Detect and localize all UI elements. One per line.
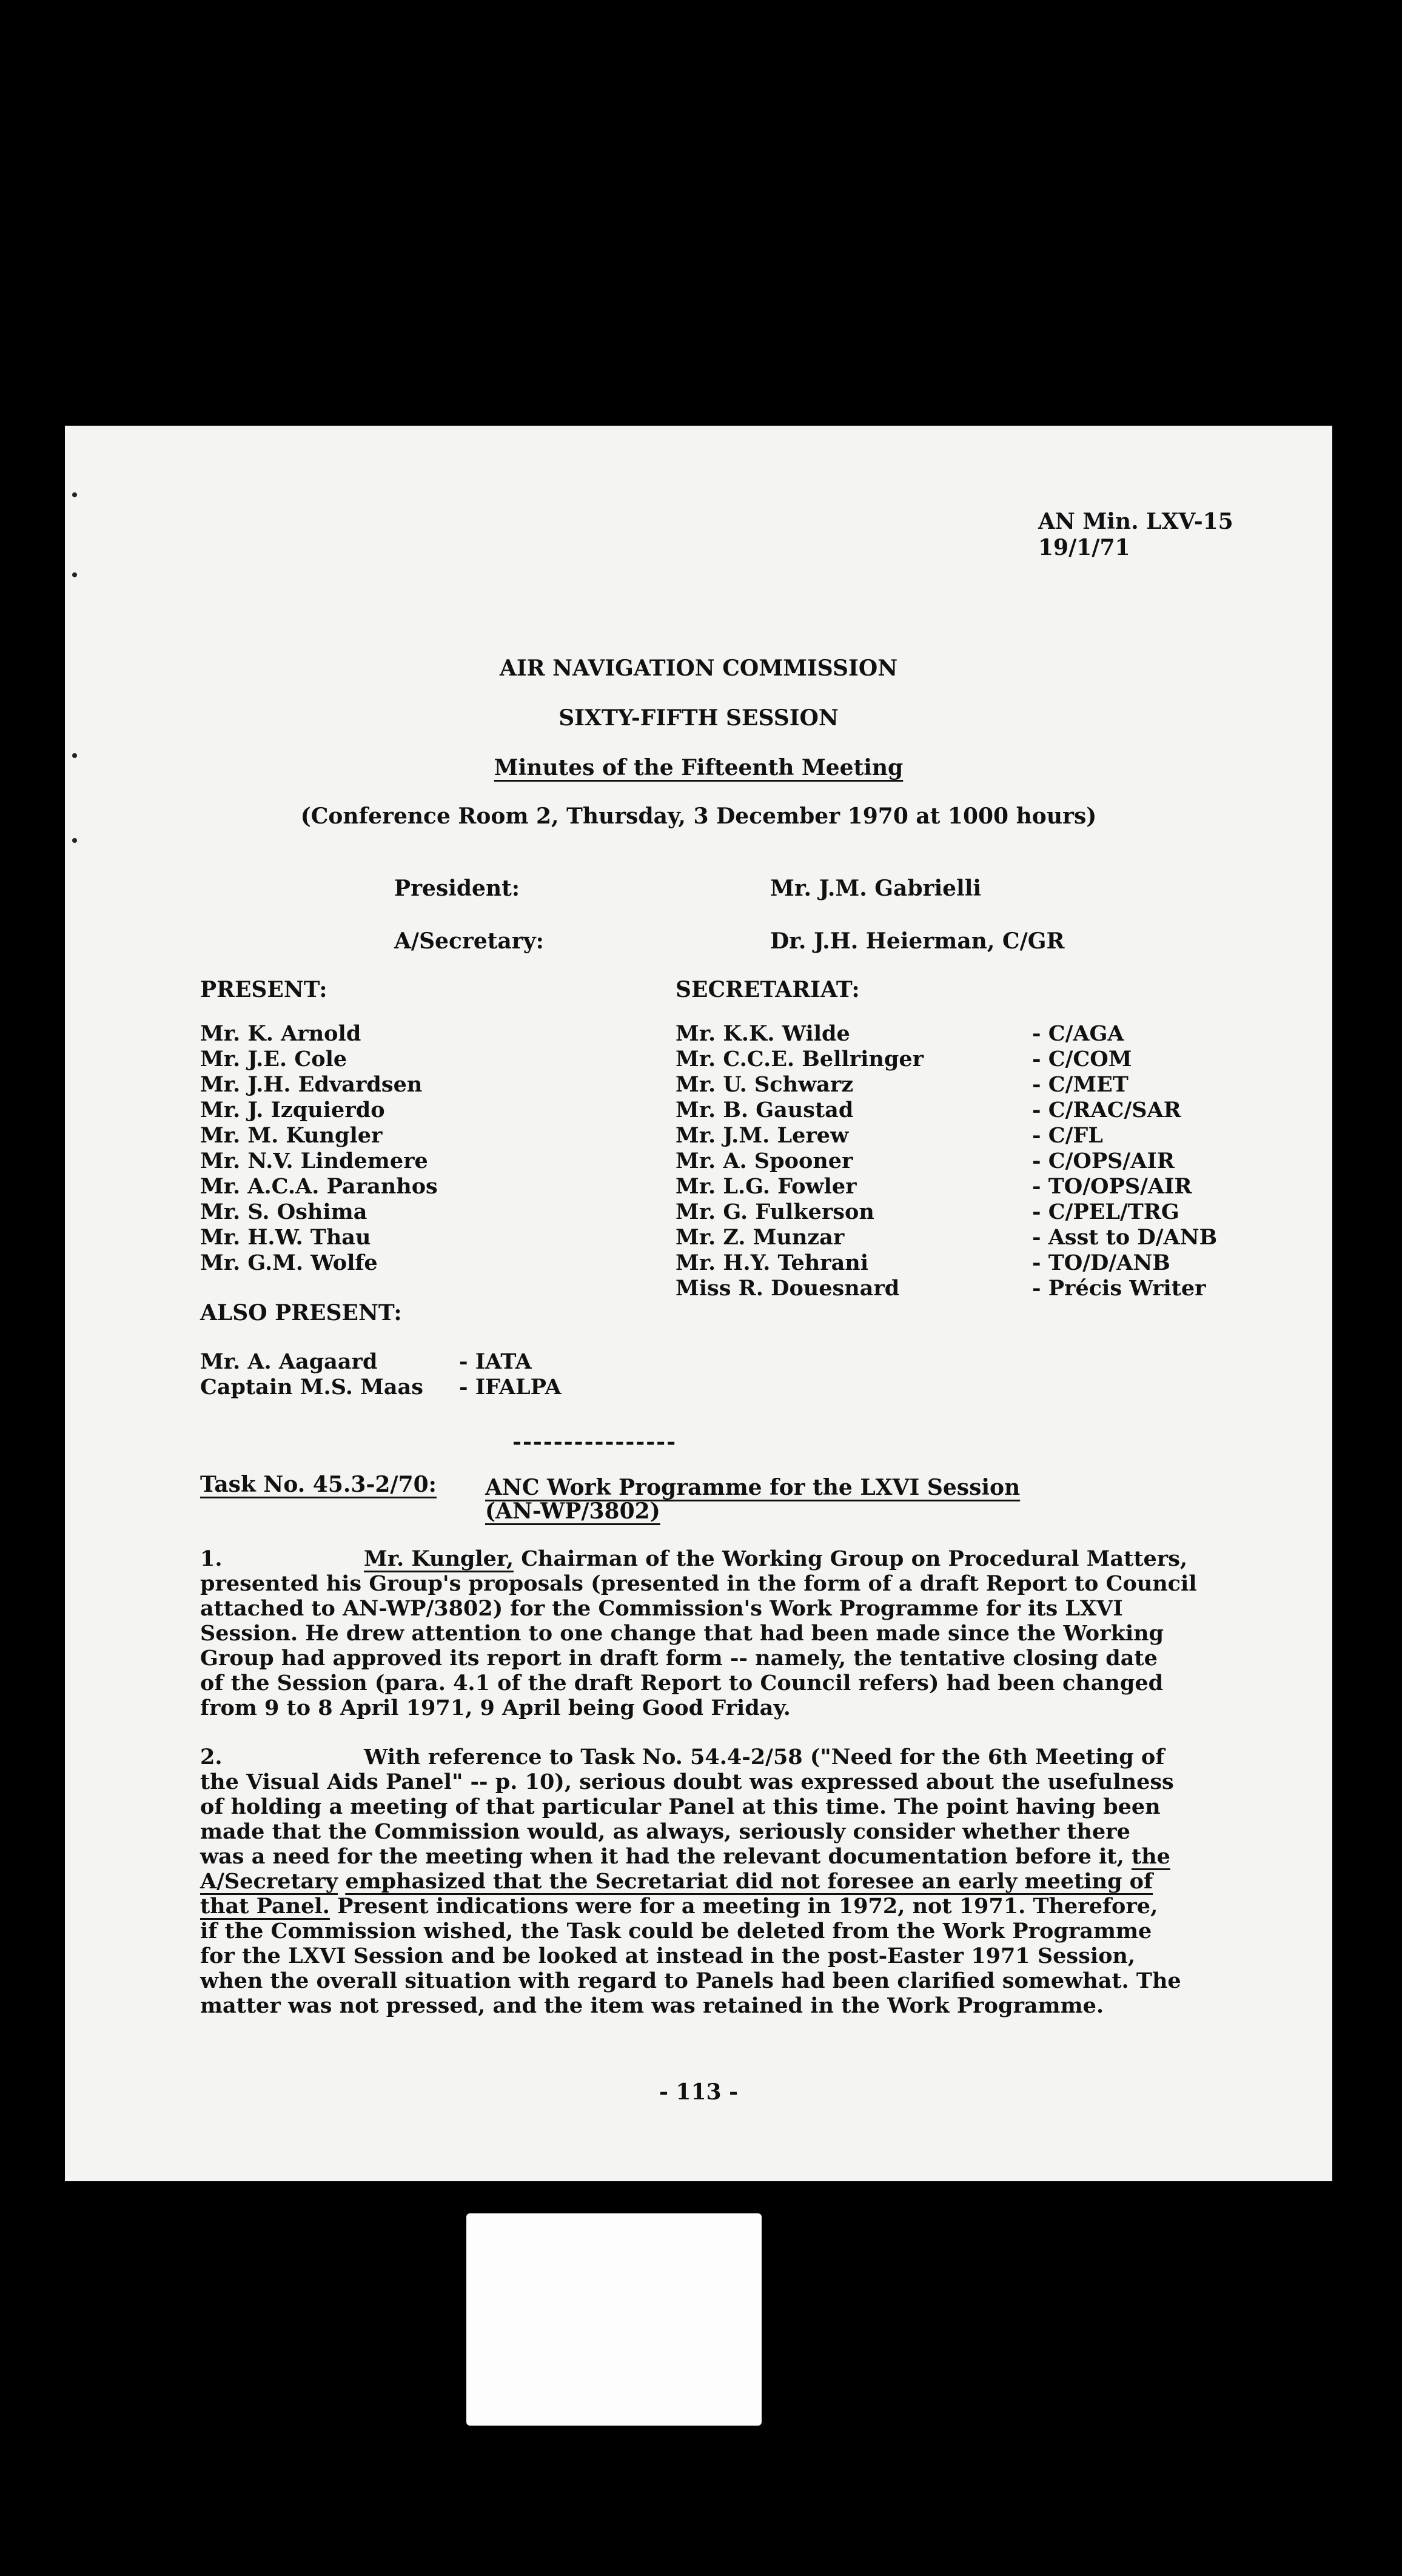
list-item: Mr. G.M. Wolfe	[200, 1250, 378, 1275]
speaker-name: Mr. Kungler,	[364, 1546, 514, 1571]
list-item: - C/COM	[1032, 1047, 1132, 1072]
list-item: Mr. K.K. Wilde	[676, 1021, 850, 1046]
document-date: 19/1/71	[1038, 535, 1130, 560]
list-item: Mr. H.W. Thau	[200, 1225, 371, 1250]
list-item: Mr. H.Y. Tehrani	[676, 1250, 869, 1275]
list-item: - C/OPS/AIR	[1032, 1149, 1175, 1173]
list-item: Mr. C.C.E. Bellringer	[676, 1047, 924, 1072]
present-heading: PRESENT:	[200, 977, 327, 1002]
list-item: Mr. M. Kungler	[200, 1123, 383, 1148]
list-item: - C/RAC/SAR	[1032, 1098, 1181, 1122]
list-item: - C/MET	[1032, 1072, 1129, 1097]
list-item: - C/AGA	[1032, 1021, 1124, 1046]
secretariat-titles	[1032, 1021, 1217, 1301]
also-present-orgs	[459, 1349, 562, 1400]
session-title: SIXTY-FIFTH SESSION	[558, 705, 839, 731]
secretary-name: Dr. J.H. Heierman, C/GR	[770, 928, 1065, 954]
list-item: - Asst to D/ANB	[1032, 1225, 1218, 1250]
list-item: Mr. J.M. Lerew	[676, 1123, 849, 1148]
also-present-names	[200, 1349, 423, 1400]
list-item: Mr. N.V. Lindemere	[200, 1149, 428, 1173]
list-item: Mr. J.H. Edvardsen	[200, 1072, 423, 1097]
meeting-details: (Conference Room 2, Thursday, 3 December 1970 at 1000 hours)	[300, 803, 1097, 829]
paragraph-number: 1.	[200, 1546, 223, 1571]
punch-hole-mark	[72, 492, 77, 497]
secretariat-names	[676, 1021, 924, 1301]
secretary-label: A/Secretary:	[394, 928, 544, 954]
list-item: - C/FL	[1032, 1123, 1103, 1148]
also-present-heading: ALSO PRESENT:	[200, 1300, 402, 1326]
present-list	[200, 1021, 438, 1276]
list-item: Mr. B. Gaustad	[676, 1098, 854, 1122]
secretariat-heading: SECRETARIAT:	[676, 977, 860, 1002]
list-item: Mr. A. Spooner	[676, 1149, 853, 1173]
punch-hole-mark	[72, 572, 77, 577]
list-item: Mr. U. Schwarz	[676, 1072, 854, 1097]
document-reference: AN Min. LXV-15	[1038, 509, 1233, 534]
paragraph-number: 2.	[200, 1745, 223, 1769]
list-item: Mr. A. Aagaard	[200, 1349, 378, 1374]
commission-title: AIR NAVIGATION COMMISSION	[499, 656, 898, 681]
section-separator: ----------------	[512, 1429, 677, 1455]
president-name: Mr. J.M. Gabrielli	[770, 876, 982, 901]
list-item: Mr. J. Izquierdo	[200, 1098, 385, 1122]
task-document-ref: (AN-WP/3802)	[485, 1498, 660, 1524]
minutes-title: Minutes of the Fifteenth Meeting	[494, 755, 904, 780]
list-item: Mr. J.E. Cole	[200, 1047, 347, 1072]
list-item: - TO/D/ANB	[1032, 1250, 1170, 1275]
list-item: Mr. L.G. Fowler	[676, 1174, 857, 1199]
list-item: - Précis Writer	[1032, 1276, 1206, 1301]
punch-hole-mark	[72, 838, 77, 843]
list-item: Mr. G. Fulkerson	[676, 1199, 874, 1224]
list-item: Miss R. Douesnard	[676, 1276, 900, 1301]
paragraph-1: 1. Mr. Kungler, Chairman of the Working Group on Procedural Matters, presented his Group's proposals (presented in the form of a draft Report to Council attached to AN-WP/3802) for the Commission's Work Programme for its LXVI Session. He drew attention to one change that had been made since the Working Group had approved its report in draft form -- namely, the tentative closing date of the Session (para. 4.1 of the draft Report to Council refers) had been changed from 9 to 8 April 1971, 9 April being Good Friday.	[200, 1546, 1197, 1720]
list-item: Mr. Z. Munzar	[676, 1225, 845, 1250]
page-number: - 113 -	[659, 2079, 739, 2105]
list-item: - C/PEL/TRG	[1032, 1199, 1179, 1224]
list-item: - TO/OPS/AIR	[1032, 1174, 1192, 1199]
president-label: President:	[394, 876, 520, 901]
blank-card	[466, 2213, 762, 2426]
list-item: Mr. A.C.A. Paranhos	[200, 1174, 438, 1199]
list-item: Mr. S. Oshima	[200, 1199, 367, 1224]
paragraph-2: 2. With reference to Task No. 54.4-2/58 ("Need for the 6th Meeting of the Visual Aids Panel" -- p. 10), serious doubt was expressed about the usefulness of holding a meeting of that particular Panel at this time. The point having been made that the Commission would, as always, seriously consider whether there was a need for the meeting when it had the relevant documentation before it, the A/Secretary emphasized that the Secretariat did not foresee an early meeting of that Panel. Present indications were for a meeting in 1972, not 1971. Therefore, if the Commission wished, the Task could be deleted from the Work Programme for the LXVI Session and be looked at instead in the post-Easter 1971 Session, when the overall situation with regard to Panels had been clarified somewhat. The matter was not pressed, and the item was retained in the Work Programme.	[200, 1745, 1181, 2018]
list-item: Mr. K. Arnold	[200, 1021, 361, 1046]
list-item: Captain M.S. Maas	[200, 1375, 423, 1400]
task-label: Task No. 45.3-2/70:	[200, 1472, 437, 1497]
list-item: - IFALPA	[459, 1375, 562, 1400]
document-page	[65, 426, 1332, 2181]
task-title: ANC Work Programme for the LXVI Session	[485, 1475, 1021, 1500]
list-item: - IATA	[459, 1349, 532, 1374]
